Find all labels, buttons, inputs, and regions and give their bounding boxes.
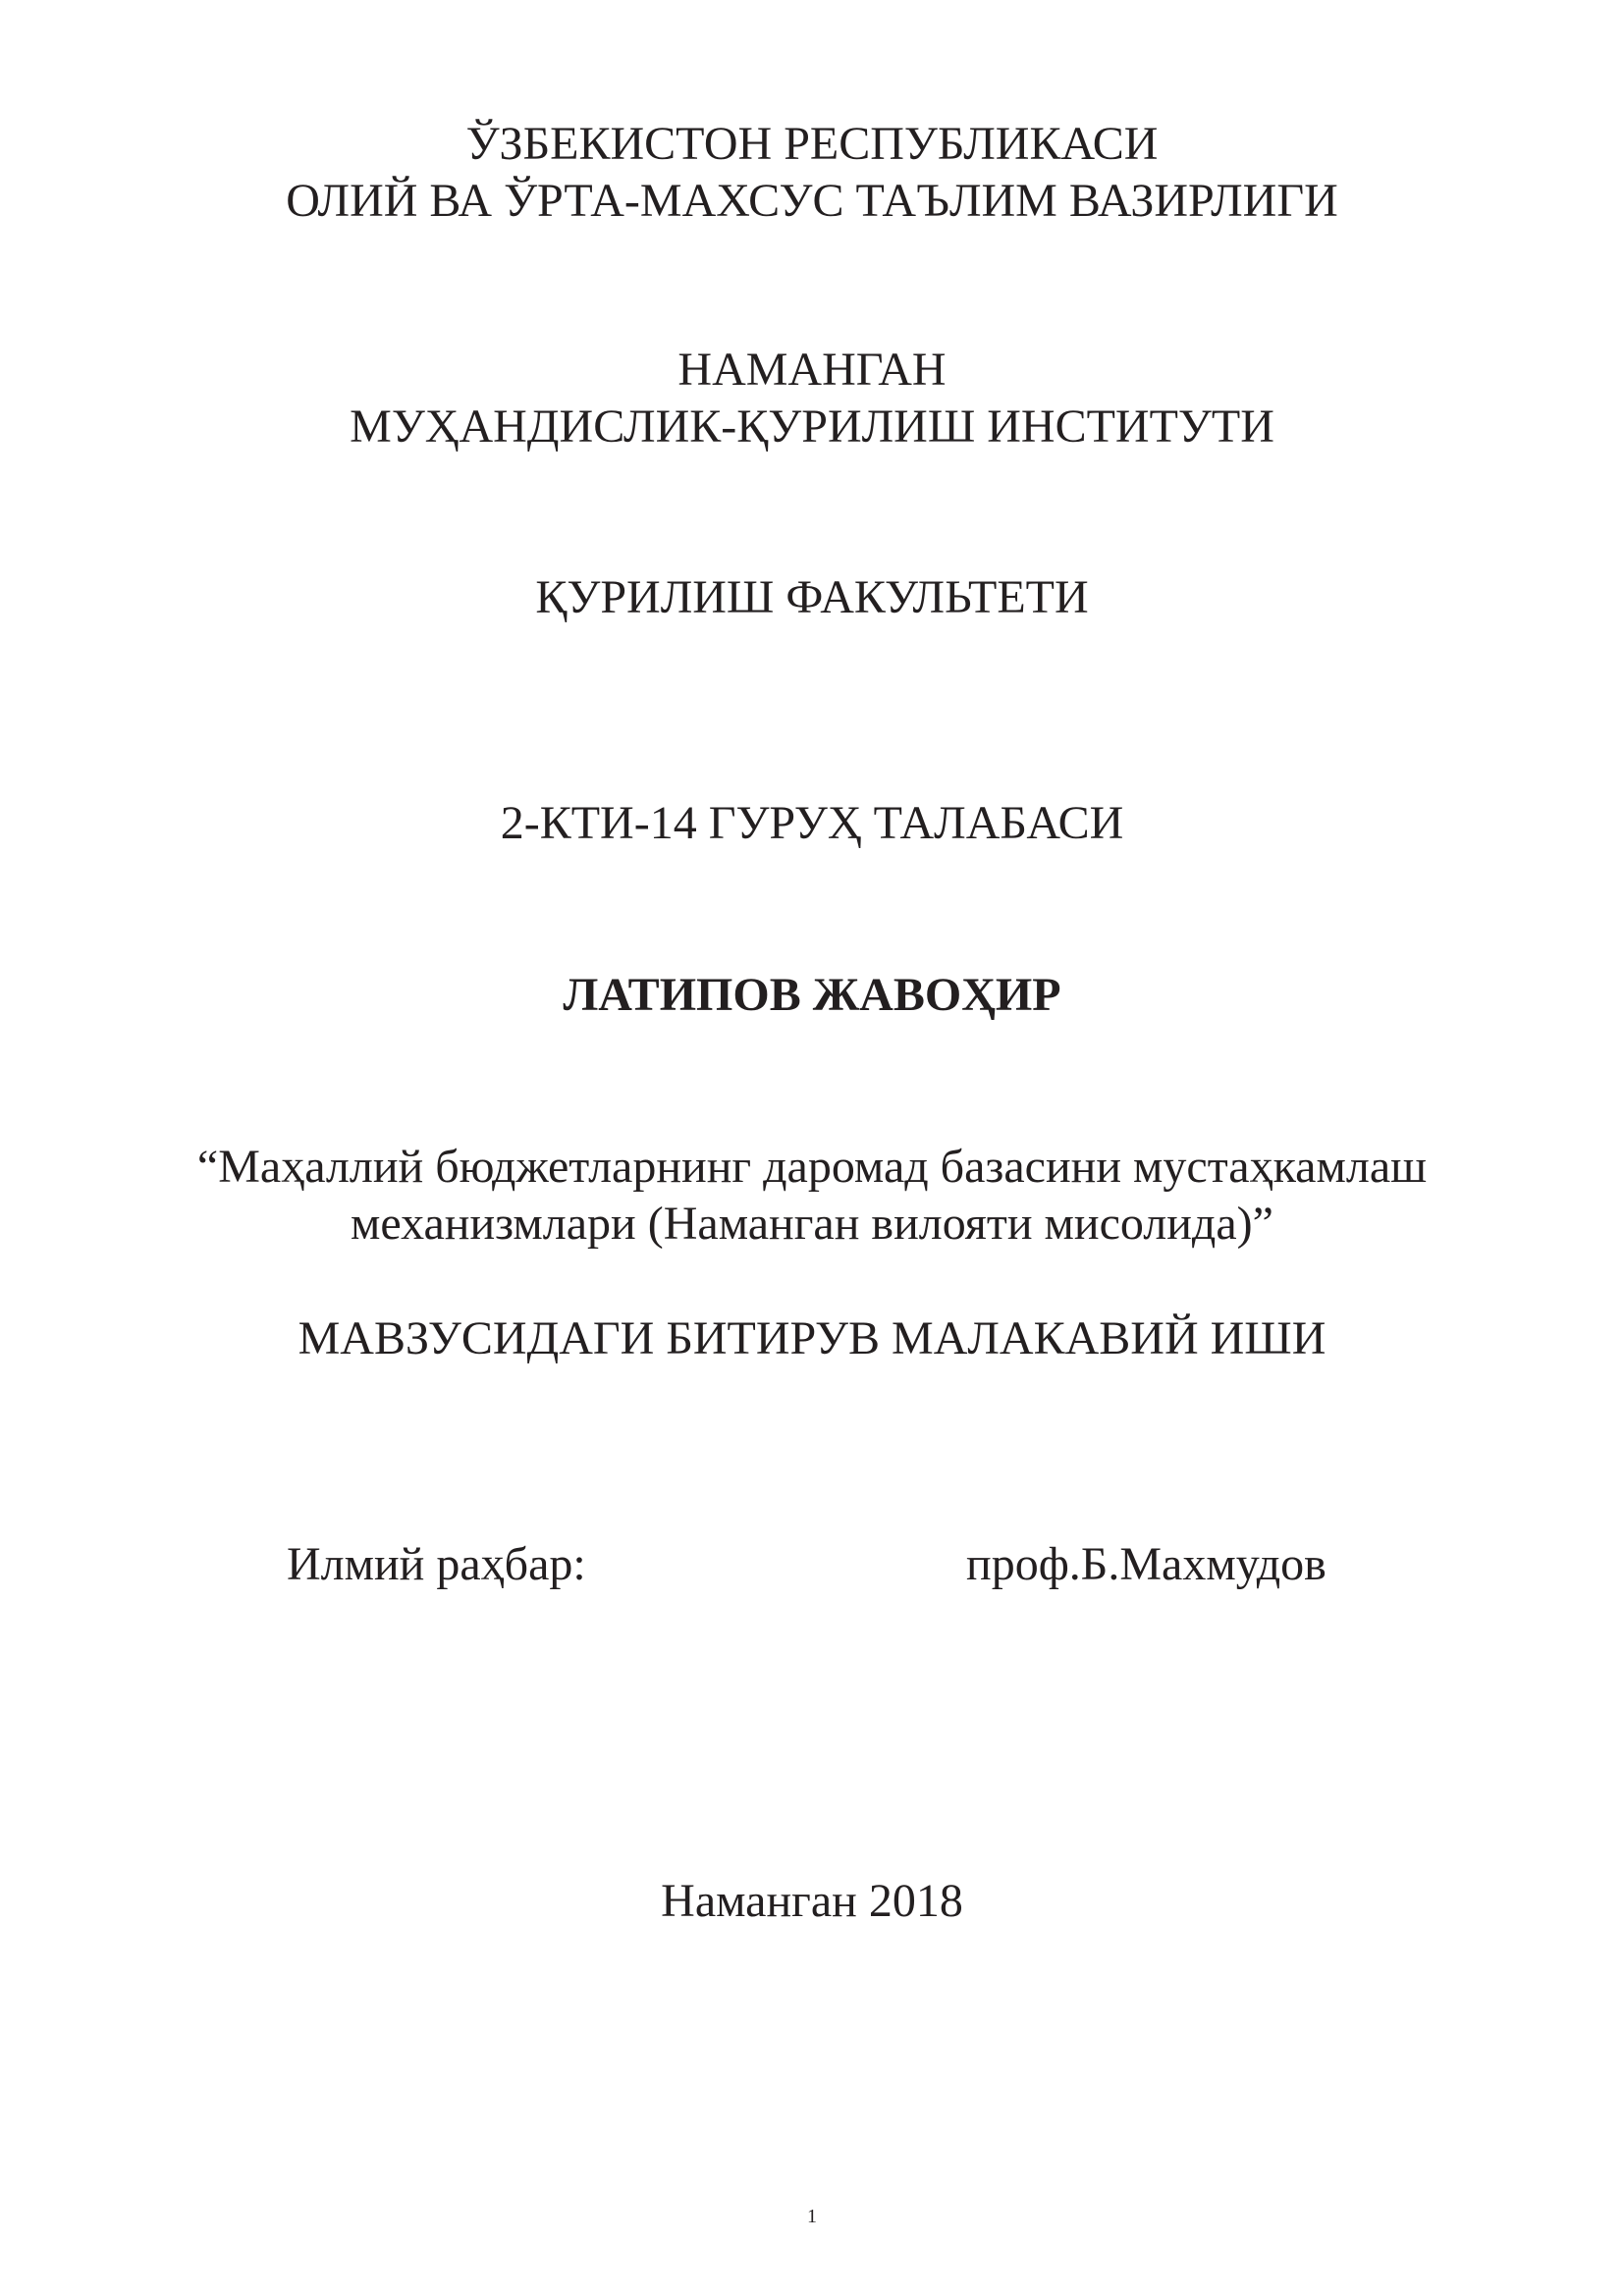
city-year: Наманган 2018 [661,1875,963,1927]
ministry-line: ОЛИЙ ВА ЎРТА-МАХСУС ТАЪЛИМ ВАЗИРЛИГИ [286,175,1338,227]
student-group: 2-КТИ-14 ГУРУҲ ТАЛАБАСИ [500,797,1124,849]
work-type: МАВЗУСИДАГИ БИТИРУВ МАЛАКАВИЙ ИШИ [298,1312,1326,1364]
page-number: 1 [807,2206,817,2227]
topic-line-2: механизмлари (Наманган вилояти мисолида)” [351,1198,1273,1250]
institute-city-line: НАМАНГАН [677,344,947,396]
supervisor-label: Илмий раҳбар: [287,1538,586,1590]
topic-line-1: “Маҳаллий бюджетларнинг даромад базасини мустаҳкамлаш [196,1141,1428,1193]
student-name: ЛАТИПОВ ЖАВОҲИР [563,969,1061,1021]
faculty-name: ҚУРИЛИШ ФАКУЛЬТЕТИ [535,571,1089,623]
institute-name-line: МУҲАНДИСЛИК-ҚУРИЛИШ ИНСТИТУТИ [350,400,1274,453]
country-line: ЎЗБЕКИСТОН РЕСПУБЛИКАСИ [465,118,1159,170]
supervisor-name: проф.Б.Махмудов [966,1538,1326,1590]
